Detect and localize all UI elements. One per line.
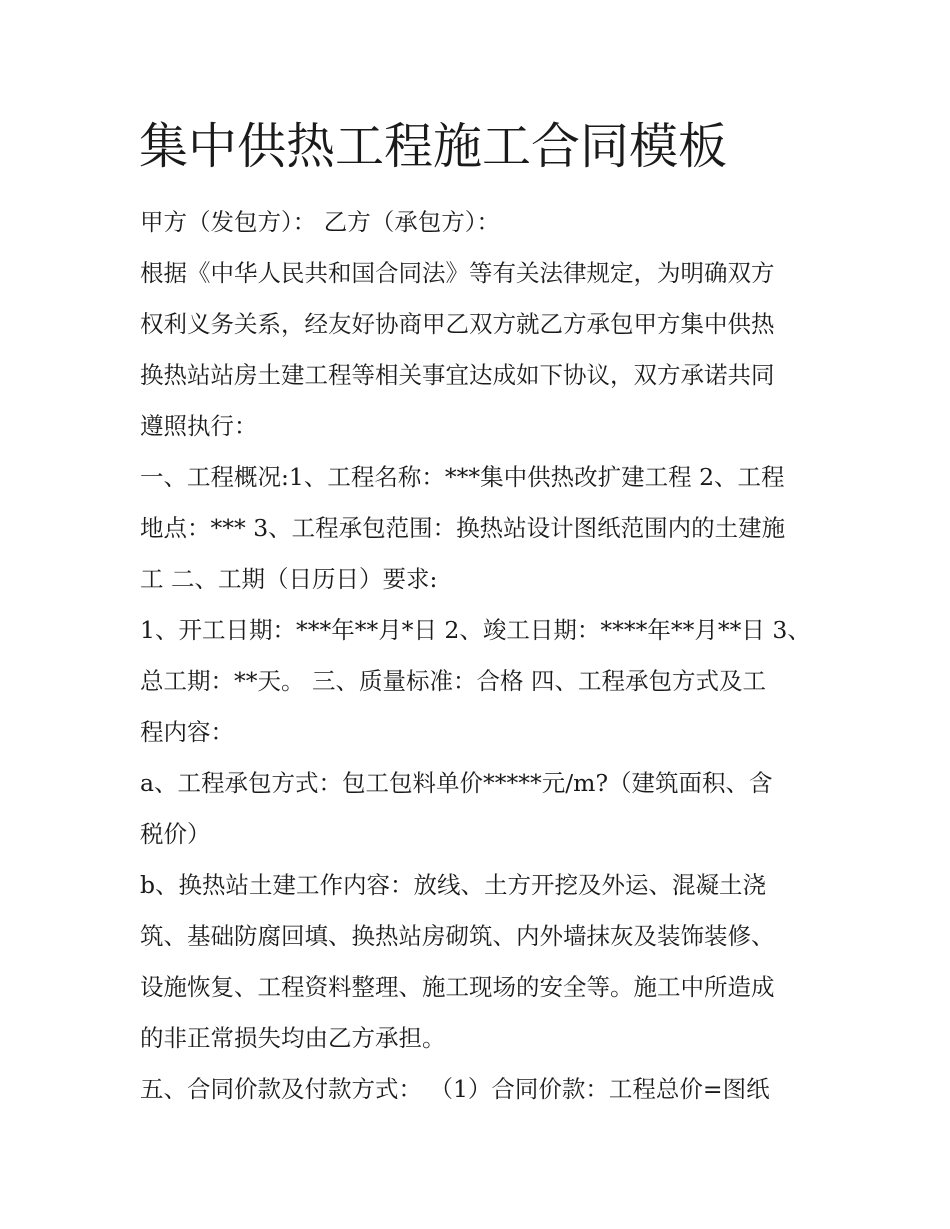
- item-b-line-4: 的非正常损失均由乙方承担。: [140, 1024, 446, 1052]
- item-a-line-2: 税价）: [140, 820, 211, 848]
- schedule-line-1: 1、开工日期：***年**月*日 2、竣工日期：****年**月**日 3、: [140, 616, 811, 644]
- item-a-line-1: a、工程承包方式：包工包料单价*****元/m?（建筑面积、含: [140, 769, 773, 797]
- preamble-line-1: 根据《中华人民共和国合同法》等有关法律规定，为明确双方: [140, 259, 775, 287]
- section-one-line-1: 一、工程概况:1、工程名称：***集中供热改扩建工程 2、工程: [140, 463, 785, 491]
- preamble-line-3: 换热站站房土建工程等相关事宜达成如下协议，双方承诺共同: [140, 361, 775, 389]
- item-b-line-3: 设施恢复、工程资料整理、施工现场的安全等。施工中所造成: [140, 973, 775, 1001]
- section-one-line-2: 地点：*** 3、工程承包范围：换热站设计图纸范围内的土建施: [140, 514, 786, 542]
- schedule-line-2: 总工期：**天。 三、质量标准：合格 四、工程承包方式及工: [140, 667, 766, 695]
- section-five-line-1: 五、合同价款及付款方式： （1）合同价款：工程总价=图纸: [140, 1075, 770, 1103]
- item-b-line-1: b、换热站土建工作内容：放线、土方开挖及外运、混凝土浇: [140, 871, 767, 899]
- party-line: 甲方（发包方）： 乙方（承包方）：: [140, 208, 500, 236]
- preamble-line-2: 权利义务关系，经友好协商甲乙双方就乙方承包甲方集中供热: [140, 310, 775, 338]
- preamble-line-4: 遵照执行：: [140, 412, 258, 440]
- document-title: 集中供热工程施工合同模板: [139, 118, 728, 175]
- item-b-line-2: 筑、基础防腐回填、换热站房砌筑、内外墙抹灰及装饰装修、: [140, 922, 775, 950]
- section-one-line-3: 工 二、工期（日历日）要求:: [140, 565, 438, 593]
- schedule-line-3: 程内容：: [140, 718, 234, 746]
